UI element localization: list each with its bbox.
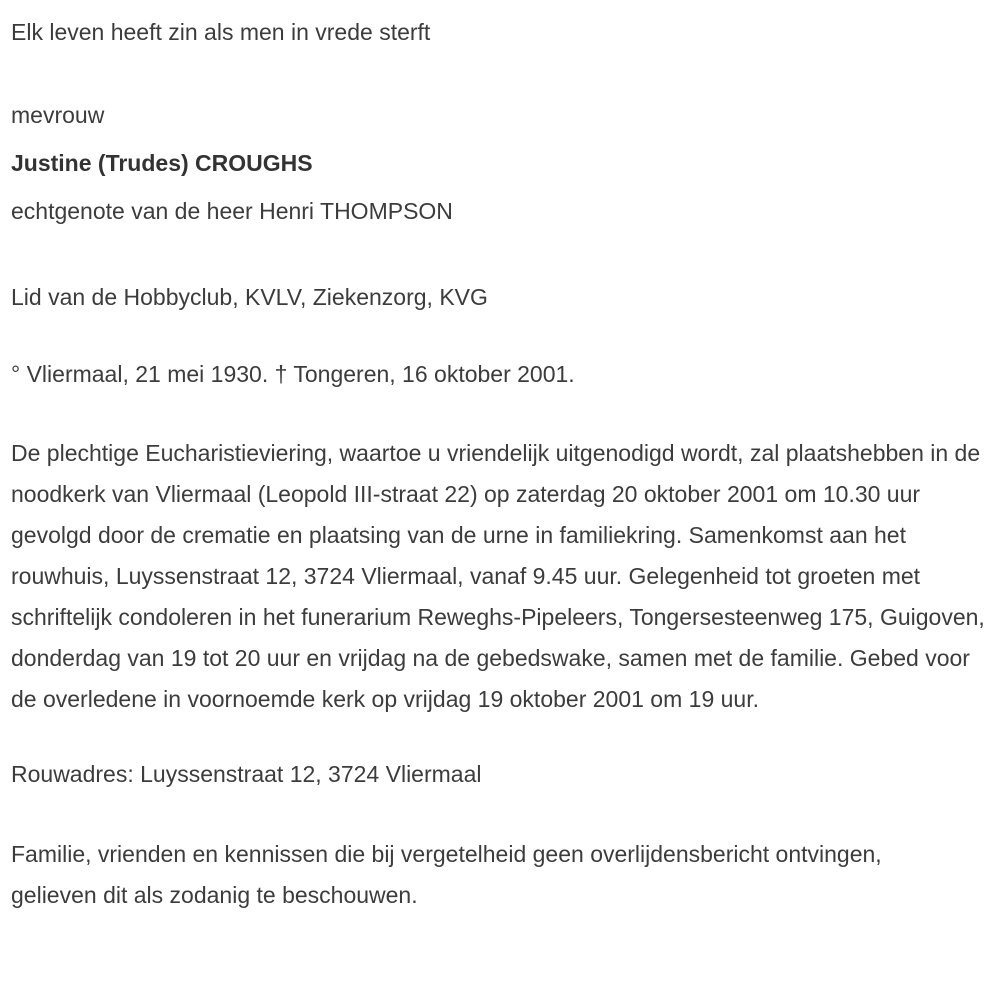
deceased-header [11,91,988,235]
mourning-address-line: Rouwadres: Luyssenstraat 12, 3724 Vliermaal [11,761,482,787]
ceremony-paragraph: De plechtige Eucharistieviering, waartoe u vriendelijk uitgenodigd wordt, zal plaatshebben in de noodkerk van Vliermaal (Leopold III-straat 22) op zaterdag 20 oktober 2001 om 10.30 uur gevolgd door de crematie en plaatsing van de urne in familiekring. Samenkomst aan het rouwhuis, Luyssenstraat 12, 3724 Vliermaal, vanaf 9.45 uur. Gelegenheid tot groeten met schriftelijk condoleren in het funerarium Reweghs-Pipeleers, Tongersesteenweg 175, Guigoven, donderdag van 19 tot 20 uur en vrijdag na de gebedswake, samen met de familie. Gebed voor de overledene in voornoemde kerk op vrijdag 19 oktober 2001 om 19 uur. [11,440,985,712]
deceased-name: Justine (Trudes) CROUGHS [11,150,313,176]
birth-death-dates: ° Vliermaal, 21 mei 1930. † Tongeren, 16 oktober 2001. [11,361,575,387]
salutation: mevrouw [11,102,105,128]
spouse-line: echtgenote van de heer Henri THOMPSON [11,198,453,224]
motto-line: Elk leven heeft zin als men in vrede sterft [11,19,431,45]
apology-paragraph: Familie, vrienden en kennissen die bij vergetelheid geen overlijdensbericht ontvingen, gelieven dit als zodanig te beschouwen. [11,841,882,908]
memberships-line: Lid van de Hobbyclub, KVLV, Ziekenzorg, KVG [11,284,488,310]
